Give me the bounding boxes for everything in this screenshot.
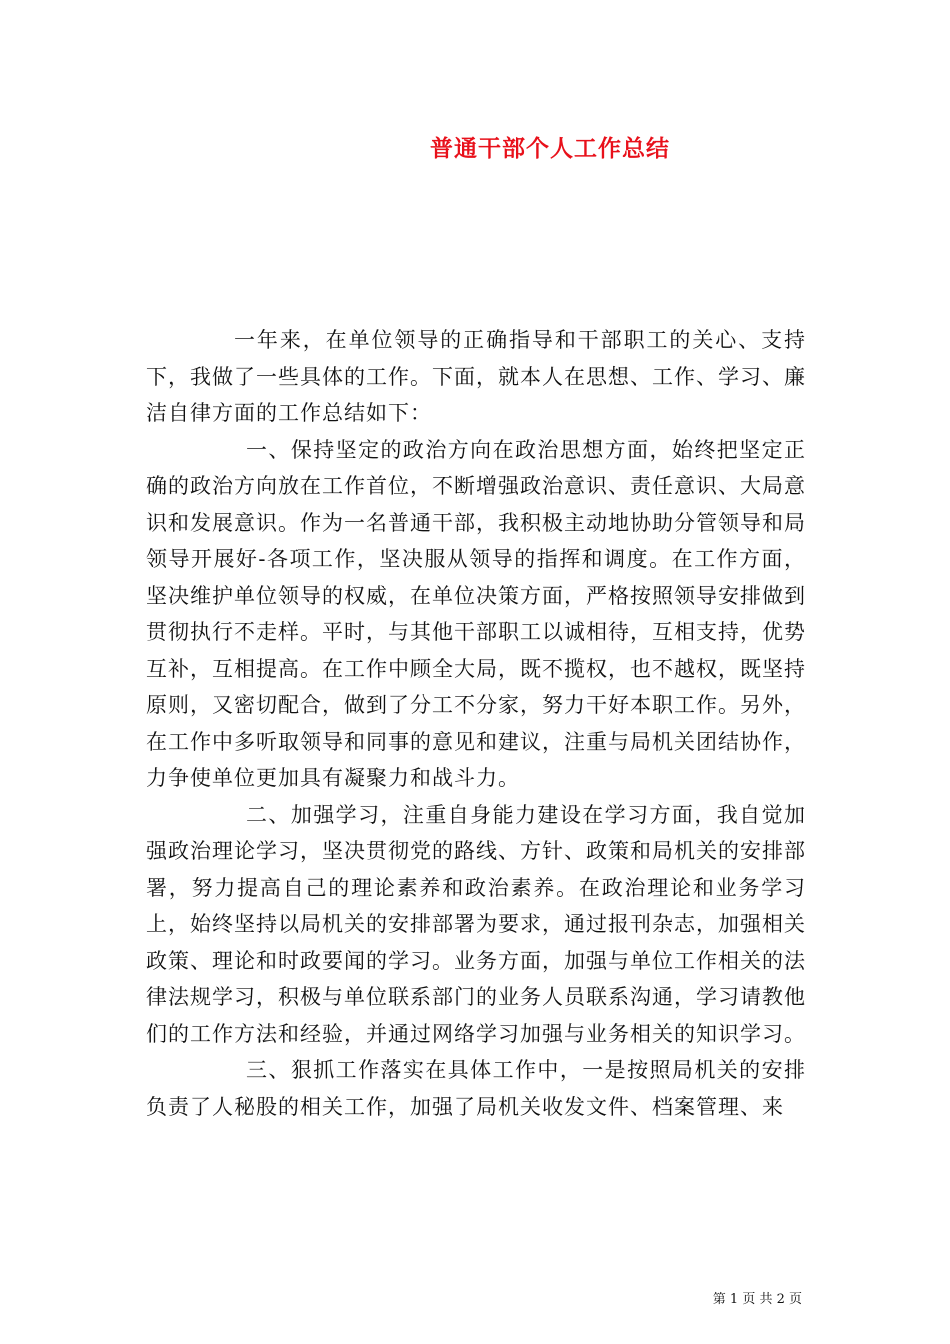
document-body	[146, 322, 806, 1125]
page-number-footer: 第 1 页 共 2 页	[712, 1292, 802, 1307]
paragraph-intro: 一年来，在单位领导的正确指导和干部职工的关心、支持下，我做了一些具体的工作。下面，就本人在思想、工作、学习、廉洁自律方面的工作总结如下：	[146, 328, 806, 425]
paragraph-section-1: 一、保持坚定的政治方向在政治思想方面，始终把坚定正确的政治方向放在工作首位，不断增强政治意识、责任意识、大局意识和发展意识。作为一名普通干部，我积极主动地协助分管领导和局领导开展好-各项工作，坚决服从领导的指挥和调度。在工作方面，坚决维护单位领导的权威，在单位决策方面，严格按照领导安排做到贯彻执行不走样。平时，与其他干部职工以诚相待，互相支持，优势互补，互相提高。在工作中顾全大局，既不揽权，也不越权，既坚持原则，又密切配合，做到了分工不分家，努力干好本职工作。另外，在工作中多听取领导和同事的意见和建议，注重与局机关团结协作，力争使单位更加具有凝聚力和战斗力。	[146, 437, 806, 790]
document-title: 普通干部个人工作总结	[430, 135, 670, 162]
paragraph-section-3: 三、狠抓工作落实在具体工作中，一是按照局机关的安排负责了人秘股的相关工作，加强了局机关收发文件、档案管理、来	[146, 1058, 806, 1119]
paragraph-section-2: 二、加强学习，注重自身能力建设在学习方面，我自觉加强政治理论学习，坚决贯彻党的路线、方针、政策和局机关的安排部署，努力提高自己的理论素养和政治素养。在政治理论和业务学习上，始终坚持以局机关的安排部署为要求，通过报刊杂志，加强相关政策、理论和时政要闻的学习。业务方面，加强与单位工作相关的法律法规学习，积极与单位联系部门的业务人员联系沟通，学习请教他们的工作方法和经验，并通过网络学习加强与业务相关的知识学习。	[146, 802, 806, 1046]
